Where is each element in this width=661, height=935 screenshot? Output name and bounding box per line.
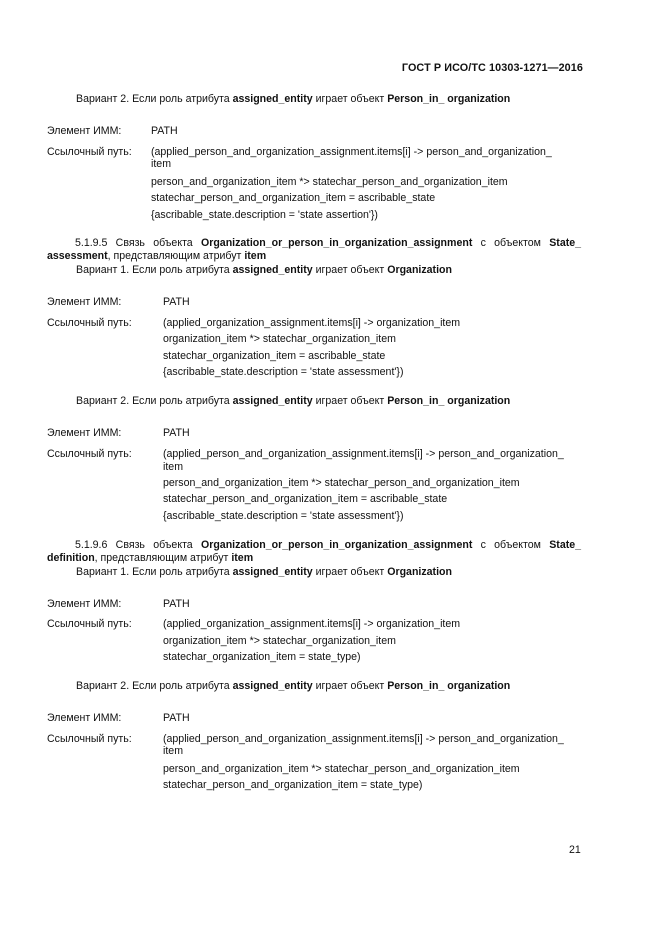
path-line: statechar_person_and_organization_item = state_type) — [163, 779, 423, 791]
element-label: Элемент ИММ: — [47, 125, 122, 137]
path-line: (applied_person_and_organization_assignment.items[i] -> person_and_organization_ — [163, 733, 564, 745]
variant-text: Вариант 2. Если роль атрибута — [76, 395, 230, 407]
path-keyword: PATH — [163, 598, 190, 610]
path-line: person_and_organization_item *> statechar_person_and_organization_item — [163, 763, 520, 775]
object-name: Organization — [387, 264, 452, 276]
standard-header: ГОСТ Р ИСО/ТС 10303-1271—2016 — [401, 62, 583, 74]
section-second-line — [47, 250, 581, 263]
plays-object-text: играет объект — [315, 264, 385, 276]
path-line: (applied_organization_assignment.items[i] -> organization_item — [163, 618, 461, 630]
variant-line — [76, 264, 452, 277]
role-attribute: assigned_entity — [232, 395, 313, 407]
variant-line — [76, 395, 510, 408]
path-line: (applied_person_and_organization_assignment.items[i] -> person_and_organization_ — [163, 448, 564, 460]
path-line: item — [151, 158, 172, 170]
section-5-1-9-6 — [47, 539, 581, 565]
plays-object-text: играет объект — [315, 566, 385, 578]
plays-object-text: играет объект — [315, 93, 385, 105]
path-label: Ссылочный путь: — [47, 146, 132, 158]
object-name: Person_in_ organization — [387, 93, 511, 105]
path-keyword: PATH — [163, 296, 190, 308]
variant-text: Вариант 2. Если роль атрибута — [76, 680, 230, 692]
section-second-line — [47, 552, 581, 565]
variant-text: Вариант 1. Если роль атрибута — [76, 566, 230, 578]
section-attribute: item — [244, 250, 267, 262]
section-number: 5.1.9.6 — [75, 539, 108, 551]
path-line: organization_item *> statechar_organization_item — [163, 635, 396, 647]
role-attribute: assigned_entity — [232, 566, 313, 578]
section-attribute: item — [231, 552, 254, 564]
section-number: 5.1.9.5 — [75, 237, 108, 249]
role-attribute: assigned_entity — [232, 680, 313, 692]
role-attribute: assigned_entity — [232, 264, 313, 276]
section-5-1-9-5 — [47, 237, 581, 263]
path-line: statechar_organization_item = ascribable_state — [163, 350, 386, 362]
path-line: person_and_organization_item *> statechar_person_and_organization_item — [163, 477, 520, 489]
variant-text: Вариант 1. Если роль атрибута — [76, 264, 230, 276]
path-line: statechar_organization_item = state_type) — [163, 651, 361, 663]
section-tail: , представляющим атрибут — [107, 250, 242, 262]
variant-line — [76, 93, 510, 106]
path-line: {ascribable_state.description = 'state assertion'}) — [151, 209, 378, 221]
element-label: Элемент ИММ: — [47, 712, 122, 724]
object-name: Organization — [387, 566, 452, 578]
section-target-end: definition — [47, 552, 95, 564]
path-line: organization_item *> statechar_organization_item — [163, 333, 396, 345]
path-line: item — [163, 745, 184, 757]
role-attribute: assigned_entity — [232, 93, 313, 105]
section-entity: Organization_or_person_in_organization_assignment — [200, 539, 473, 551]
section-lead: Связь объекта — [115, 237, 193, 249]
section-target-start: State_ — [549, 539, 582, 551]
section-lead: Связь объекта — [115, 539, 193, 551]
path-line: (applied_person_and_organization_assignment.items[i] -> person_and_organization_ — [151, 146, 552, 158]
path-label: Ссылочный путь: — [47, 317, 132, 329]
path-line: (applied_organization_assignment.items[i] -> organization_item — [163, 317, 461, 329]
variant-line — [76, 566, 452, 579]
element-label: Элемент ИММ: — [47, 427, 122, 439]
section-entity: Organization_or_person_in_organization_assignment — [200, 237, 473, 249]
path-keyword: PATH — [163, 712, 190, 724]
object-name: Person_in_ organization — [387, 395, 511, 407]
path-line: {ascribable_state.description = 'state assessment'}) — [163, 366, 404, 378]
path-label: Ссылочный путь: — [47, 733, 132, 745]
section-with-object: с объектом — [480, 539, 541, 551]
path-keyword: PATH — [163, 427, 190, 439]
element-label: Элемент ИММ: — [47, 296, 122, 308]
plays-object-text: играет объект — [315, 395, 385, 407]
section-target-end: assessment — [47, 250, 108, 262]
page-number: 21 — [569, 844, 581, 856]
object-name: Person_in_ organization — [387, 680, 511, 692]
path-label: Ссылочный путь: — [47, 448, 132, 460]
section-first-line — [47, 237, 581, 250]
section-first-line — [47, 539, 581, 552]
path-line: person_and_organization_item *> statechar_person_and_organization_item — [151, 176, 508, 188]
variant-line — [76, 680, 510, 693]
element-label: Элемент ИММ: — [47, 598, 122, 610]
path-line: item — [163, 461, 184, 473]
section-target-start: State_ — [549, 237, 582, 249]
section-with-object: с объектом — [480, 237, 541, 249]
path-keyword: PATH — [151, 125, 178, 137]
plays-object-text: играет объект — [315, 680, 385, 692]
path-line: statechar_person_and_organization_item = ascribable_state — [163, 493, 448, 505]
variant-text: Вариант 2. Если роль атрибута — [76, 93, 230, 105]
path-line: {ascribable_state.description = 'state assessment'}) — [163, 510, 404, 522]
path-label: Ссылочный путь: — [47, 618, 132, 630]
path-line: statechar_person_and_organization_item = ascribable_state — [151, 192, 436, 204]
section-tail: , представляющим атрибут — [94, 552, 229, 564]
